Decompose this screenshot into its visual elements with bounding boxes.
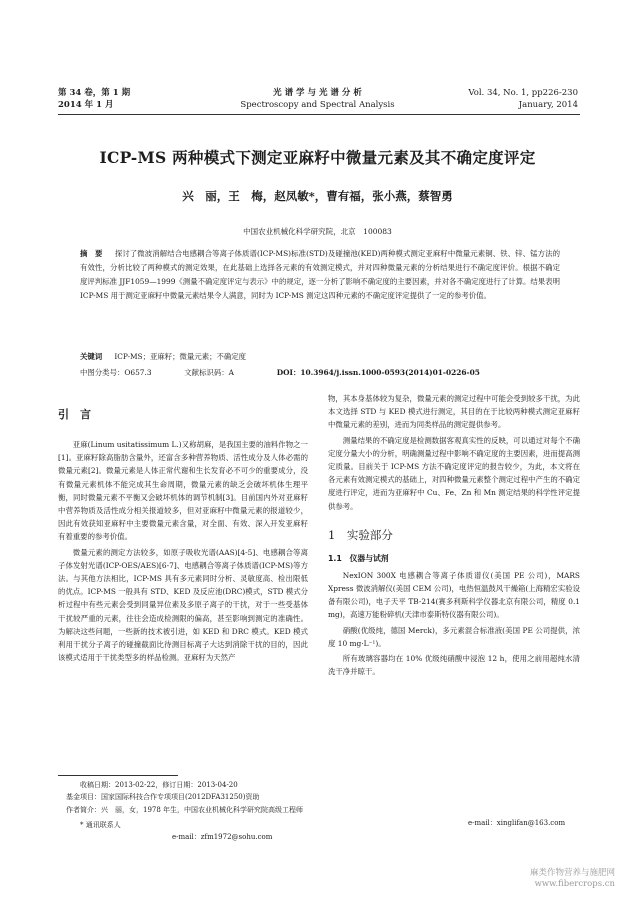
classification-line [80, 366, 560, 379]
journal-title-cn: 光 谱 学 与 光 谱 分 析 [273, 88, 362, 98]
section-experimental-heading: 1 实验部分 [328, 527, 393, 542]
intro-paragraph-1: 亚麻(Linum usitatissimum L.)又称胡麻，是我国主要的油料作物之一[1]。亚麻籽除高脂肪含量外，还富含多种营养物质、活性成分及人体必需的微量元素[2]。微量元素是人体正常代谢和生长发育必不可少的重要成分，没有微量元素机体不能完成其生命周期，微量元素的缺乏会破坏机体生理平衡，同时微量元素不平衡又会破坏机体的调节机制[3]。目前国内外对亚麻籽中营养物质及活性成分相关报道较多，但对亚麻籽中微量元素的报道较少，因此有效获知亚麻籽中主要微量元素含量，对全面、有效、深入开发亚麻籽有着重要的参考价值。 [58, 440, 308, 542]
abstract-label: 摘 要 [80, 249, 103, 258]
corresponding-email: e-mail：zfm1972@sohu.com [172, 833, 273, 841]
author-bio: 作者简介：兴 丽，女，1978 年生，中国农业机械化科学研究院高级工程师 [66, 806, 304, 814]
section-introduction-heading: 引 言 [58, 408, 91, 421]
left-column [58, 392, 308, 664]
doi: DOI：10.3964/j.issn.1000-0593(2014)01-0226-05 [276, 368, 480, 377]
intro-paragraph-3: 物，其本身基体较为复杂，微量元素的测定过程中可能会受到较多干扰，为此本文选择 STD 与 KED 模式进行测定，其目的在于比较两种模式测定亚麻籽中微量元素的差别，进而为同类样品的测定提供参考。 [328, 394, 580, 430]
instruments-paragraph: NexION 300X 电感耦合等离子体质谱仪(美国 PE 公司)，MARS Xpress 微波消解仪(美国 CEM 公司)，电热恒温鼓风干燥箱(上海精宏实验设备有限公司)，电子天平 TB-214(赛多利斯科学仪器北京有限公司，精度 0.1 mg)，高速万能粉碎机(天津市泰斯特仪器有限公司)。 [328, 570, 580, 620]
subsection-instruments-heading: 1.1 仪器与试剂 [328, 553, 389, 563]
affiliation: 中国农业机械化科学研究院，北京 100083 [243, 227, 392, 236]
received-date: 收稿日期：2013-02-22，修订日期：2013-04-20 [80, 781, 238, 789]
author-list: 兴 丽，王 梅，赵凤敏*，曹有福，张小燕，蔡智勇 [182, 189, 453, 203]
issue-date-cn: 2014 年 1 月 [58, 100, 114, 110]
watermark-text: 麻类作物营养与施肥网 [529, 868, 615, 878]
keywords-label: 关键词 [80, 352, 103, 361]
article-title: ICP-MS 两种模式下测定亚麻籽中微量元素及其不确定度评定 [99, 148, 536, 167]
volume-issue: 第 34 卷，第 1 期 [58, 88, 131, 98]
glassware-paragraph: 所有玻璃容器均在 10% 优级纯硝酸中浸泡 12 h，使用之前用超纯水清洗干净并晾干。 [328, 654, 580, 677]
reagents-paragraph: 硝酸(优级纯，德国 Merck)，多元素混合标准液(美国 PE 公司提供，浓度 10 mg·L⁻¹)。 [328, 625, 580, 648]
author-email: e-mail：xinglifan@163.com [468, 819, 566, 827]
volume-pages-en: Vol. 34, No. 1, pp226-230 [468, 88, 578, 98]
right-column [328, 392, 580, 678]
intro-paragraph-2: 微量元素的测定方法较多，如原子吸收光谱(AAS)[4-5]、电感耦合等离子体发射光谱(ICP-OES/AES)[6-7]、电感耦合等离子体质谱(ICP-MS)等方法。与其他方法相比，ICP-MS 具有多元素同时分析、灵敏度高、检出限低的优点。ICP-MS 一般具有 STD、KED 及反应池(DRC)模式，STD 模式分析过程中有些元素会受到同量异位素及多原子离子的干扰，对于一些受基体干扰较严重的元素，往往会造成检测限的偏高，甚至影响到测定的准确性。为解决这些问题，一些新的技术被引进，如 KED 和 DRC 模式。KED 模式利用干扰分子离子的碰撞截面比待测目标离子大达到消除干扰的目的，因此该模式适用于干扰类型多的样品检测。亚麻籽为天然产 [58, 547, 308, 663]
issue-date-en: January, 2014 [518, 100, 578, 110]
footnote-rule [58, 775, 178, 776]
abstract-text: 探讨了微波消解结合电感耦合等离子体质谱(ICP-MS)标准(STD)及碰撞池(KED)两种模式测定亚麻籽中微量元素铜、铁、锌、锰方法的有效性，分析比较了两种模式的测定效果，在此基础上选择各元素的有效测定模式，并对四种微量元素的分析结果进行不确定度评价。根据不确定度评判标准 JJF1059—1999《测量不确定度评定与表示》中的规定，逐一分析了影响不确定度的主要因素，并对各不确定度进行了计算。结果表明 ICP-MS 用于测定亚麻籽中微量元素结果令人满意，同时为 ICP-MS 测定这四种元素的不确定度评定提供了一定的参考价值。 [80, 249, 560, 300]
keywords-text: ICP-MS；亚麻籽；微量元素；不确定度 [114, 352, 247, 361]
watermark-url: www.fibercrops.cn [534, 879, 615, 889]
header-rule [58, 114, 580, 115]
journal-title-en: Spectroscopy and Spectral Analysis [240, 100, 395, 110]
abstract [80, 247, 560, 303]
fund-info: 基金项目：国家国际科技合作专项项目(2012DFA31250)资助 [66, 793, 260, 801]
corresponding-note: * 通讯联系人 [80, 821, 121, 829]
intro-paragraph-4: 测量结果的不确定度是检测数据客观真实性的反映，可以通过对每个不确定度分量大小的分析，明确测量过程中影响不确定度的主要因素，进而提高测定质量。目前关于 ICP-MS 方法不确定度评定的报告较少，为此，本文将在各元素有效测定模式的基础上，对四种微量元素整个测定过程中产生的不确定度进行评定，进而为亚麻籽中 Cu、Fe、Zn 和 Mn 测定结果的科学性评定提供参考。 [328, 435, 580, 511]
doc-code: 文献标识码：A [184, 368, 234, 377]
keywords-line [80, 350, 560, 363]
clc-code: 中图分类号：O657.3 [80, 368, 152, 377]
